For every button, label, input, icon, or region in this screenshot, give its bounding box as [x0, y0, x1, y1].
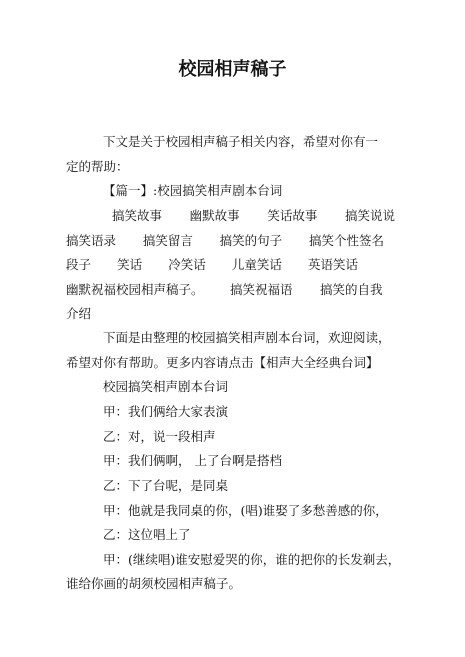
tag-item: 英语笑话: [307, 257, 358, 272]
tag-row-2: [66, 232, 384, 250]
tag-item: 搞笑留言: [142, 233, 193, 248]
intro-line-2: 定的帮助：: [66, 159, 129, 174]
script-title: 校园搞笑相声剧本台词: [103, 379, 229, 394]
tag-item: 儿童笑话: [231, 257, 282, 272]
tag-row-3: [66, 256, 358, 274]
tag-item: 搞笑说说: [344, 208, 395, 223]
tag-row-5: 介绍: [66, 306, 92, 321]
tag-item: 段子: [66, 257, 92, 272]
tag-item: 冷笑话: [168, 257, 206, 272]
dialogue-continuation: 谁给你画的胡须校园相声稿子。: [66, 576, 242, 591]
tag-item: 搞笑的句子: [219, 233, 283, 248]
tag-item: 笑话故事: [267, 208, 318, 223]
dialogue-line: 乙：对，说一段相声: [103, 429, 216, 444]
dialogue-line: 甲：我们俩给大家表演: [103, 404, 229, 419]
tag-row-4-part-1: 幽默祝福校园相声稿子。: [66, 282, 204, 297]
lead-line-2: 希望对你有帮助。更多内容请点击【相声大全经典台词】: [66, 355, 379, 370]
dialogue-line: 乙：这位唱上了: [103, 527, 191, 542]
document-title: 校园相声稿子: [178, 59, 287, 80]
lead-line-1: 下面是由整理的校园搞笑相声剧本台词，欢迎阅读，: [103, 330, 391, 345]
tag-item: 幽默故事: [189, 208, 240, 223]
tag-row-4-part-2: 搞笑祝福语: [230, 282, 293, 297]
intro-line-1: 下文是关于校园相声稿子相关内容，希望对你有一: [103, 134, 379, 149]
tag-row-4-part-3: 搞笑的自我: [320, 282, 383, 297]
section-heading: 【篇一】:校园搞笑相声剧本台词: [103, 183, 283, 198]
dialogue-line: 乙：下了台呢，是同桌: [103, 478, 229, 493]
tag-item: 搞笑语录: [66, 233, 117, 248]
tag-item: 搞笑故事: [112, 208, 163, 223]
tag-item: 笑话: [117, 257, 143, 272]
tag-item: 搞笑个性签名: [308, 233, 384, 248]
dialogue-line: 甲：我们俩啊， 上了台啊是搭档: [103, 453, 282, 468]
dialogue-line: 甲：他就是我同桌的你，(唱)谁娶了多愁善感的你，: [103, 503, 388, 518]
tag-row-1: [112, 207, 395, 225]
dialogue-line: 甲：(继续唱)谁安慰爱哭的你，谁的把你的长发剃去，: [103, 552, 401, 567]
